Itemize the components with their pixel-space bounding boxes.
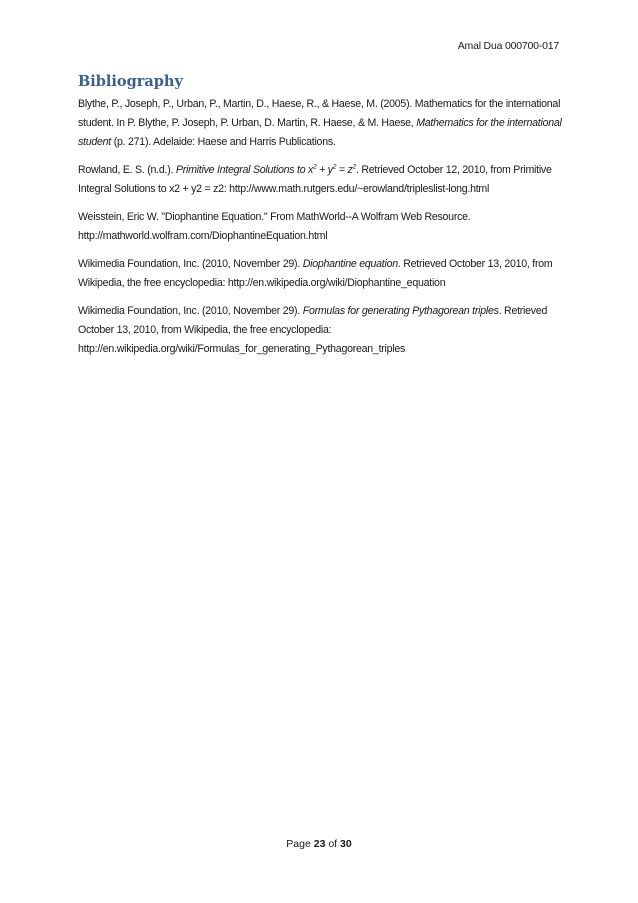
entry-title-part: Primitive Integral Solutions to x [175, 164, 314, 176]
entry-text: Rowland, E. S. (n.d.). [78, 164, 176, 176]
entry-text: Wikimedia Foundation, Inc. (2010, November 29). [78, 305, 303, 317]
superscript: 2 [313, 163, 317, 171]
entry-title: Mathematics for the international student [78, 117, 562, 148]
bibliography-entry-blythe [78, 95, 562, 152]
entry-text: . Retrieved October 13, 2010, from Wikipedia, the free encyclopedia: http://en.wikipedia.org/wiki/Formulas_for_generating_Pythagorean_triples [78, 305, 548, 355]
entry-title: Diophantine equation [302, 258, 398, 270]
entry-title: Formulas for generating Pythagorean triples [302, 305, 499, 317]
bibliography-entry-rowland [78, 161, 562, 199]
page-number: 23 [313, 838, 326, 850]
entry-title-part: = z [336, 164, 353, 176]
entry-text: Blythe, P., Joseph, P., Urban, P., Martin, D., Haese, R., & Haese, M. (2005). Mathematics for the international student. In P. Blythe, P. Joseph, P. Urban, D. Martin, R. Haese, & M. Haese, [78, 98, 561, 129]
page-label: Page [286, 838, 314, 850]
bibliography-heading: Bibliography [78, 73, 183, 90]
bibliography-entry-wikimedia-diophantine [78, 255, 562, 293]
entry-text: . Retrieved October 13, 2010, from Wikipedia, the free encyclopedia: http://en.wikipedia.org/wiki/Diophantine_equation [78, 258, 553, 289]
entry-text: . Retrieved October 12, 2010, from Primitive Integral Solutions to x2 + y2 = z2: http://www.math.rutgers.edu/~erowland/tripleslist-long.html [78, 164, 552, 195]
superscript: 2 [352, 163, 356, 171]
page-header: Amal Dua 000700-017 [457, 40, 559, 52]
entry-title-part: + y [316, 164, 333, 176]
page-footer [0, 838, 638, 850]
total-pages: 30 [340, 838, 352, 850]
bibliography-list [78, 95, 562, 368]
entry-title [176, 164, 356, 176]
superscript: 2 [332, 163, 337, 171]
entry-text: Wikimedia Foundation, Inc. (2010, November 29). [78, 258, 303, 270]
bibliography-entry-weisstein: Weisstein, Eric W. "Diophantine Equation." From MathWorld--A Wolfram Web Resource. http://mathworld.wolfram.com/DiophantineEquation.html [78, 211, 471, 242]
entry-text: (p. 271). Adelaide: Haese and Harris Publications. [111, 136, 336, 148]
of-label: of [325, 838, 341, 850]
bibliography-entry-wikimedia-pythagorean [78, 302, 562, 359]
